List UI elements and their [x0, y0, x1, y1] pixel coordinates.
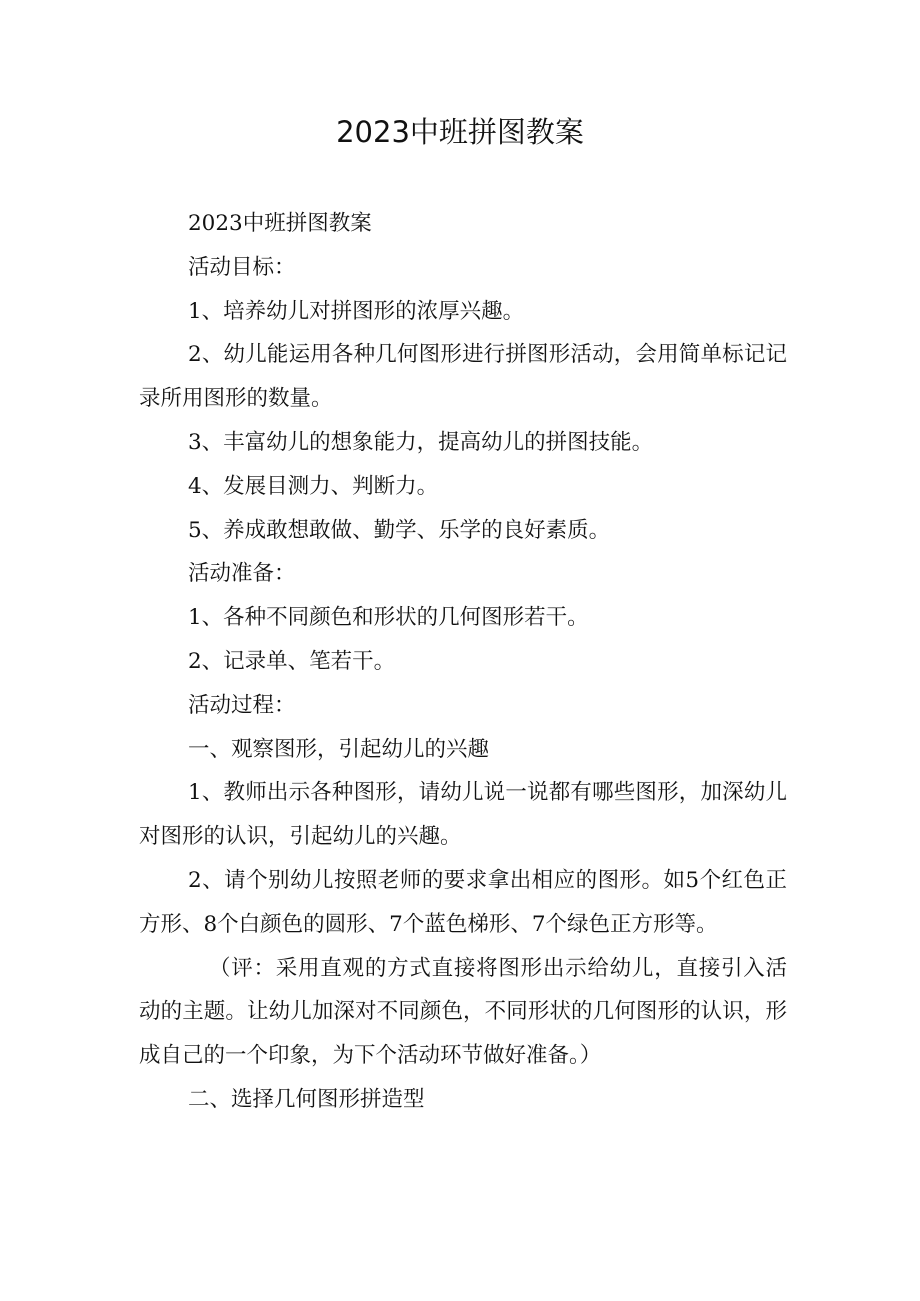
paragraph-subtitle: 2023中班拼图教案: [188, 211, 372, 236]
paragraph-preparation-2: 2、记录单、笔若干。: [188, 648, 396, 674]
paragraph-heading-preparation: 活动准备：: [188, 561, 296, 587]
paragraph-goal-2: 2、幼儿能运用各种几何图形进行拼图形活动，会用简单标记记录所用图形的数量。: [139, 342, 787, 412]
paragraph-goal-3: 3、丰富幼儿的想象能力，提高幼儿的拼图技能。: [188, 429, 654, 455]
paragraph-comment: （评：采用直观的方式直接将图形出示给幼儿，直接引入活动的主题。让幼儿加深对不同颜色，不同形状的几何图形的认识，形成自己的一个印象，为下个活动环节做好准备。）: [139, 955, 787, 1069]
paragraph-step-2: 2、请个别幼儿按照老师的要求拿出相应的图形。如5个红色正方形、8个白颜色的圆形、7个蓝色梯形、7个绿色正方形等。: [139, 867, 787, 937]
paragraph-heading-goals: 活动目标：: [188, 254, 296, 280]
paragraph-preparation-1: 1、各种不同颜色和形状的几何图形若干。: [188, 605, 589, 631]
paragraph-goal-1: 1、培养幼儿对拼图形的浓厚兴趣。: [188, 298, 525, 324]
document-body: [139, 202, 787, 1122]
paragraph-step-1: 1、教师出示各种图形，请幼儿说一说都有哪些图形，加深幼儿对图形的认识，引起幼儿的兴趣。: [139, 780, 787, 850]
paragraph-goal-5: 5、养成敢想敢做、勤学、乐学的良好素质。: [188, 517, 611, 543]
paragraph-section-1: 一、观察图形，引起幼儿的兴趣: [188, 736, 490, 762]
paragraph-heading-process: 活动过程：: [188, 692, 296, 718]
paragraph-goal-4: 4、发展目测力、判断力。: [188, 473, 439, 499]
paragraph-section-2: 二、选择几何图形拼造型: [188, 1086, 425, 1112]
document-title: 2023中班拼图教案: [336, 115, 584, 149]
